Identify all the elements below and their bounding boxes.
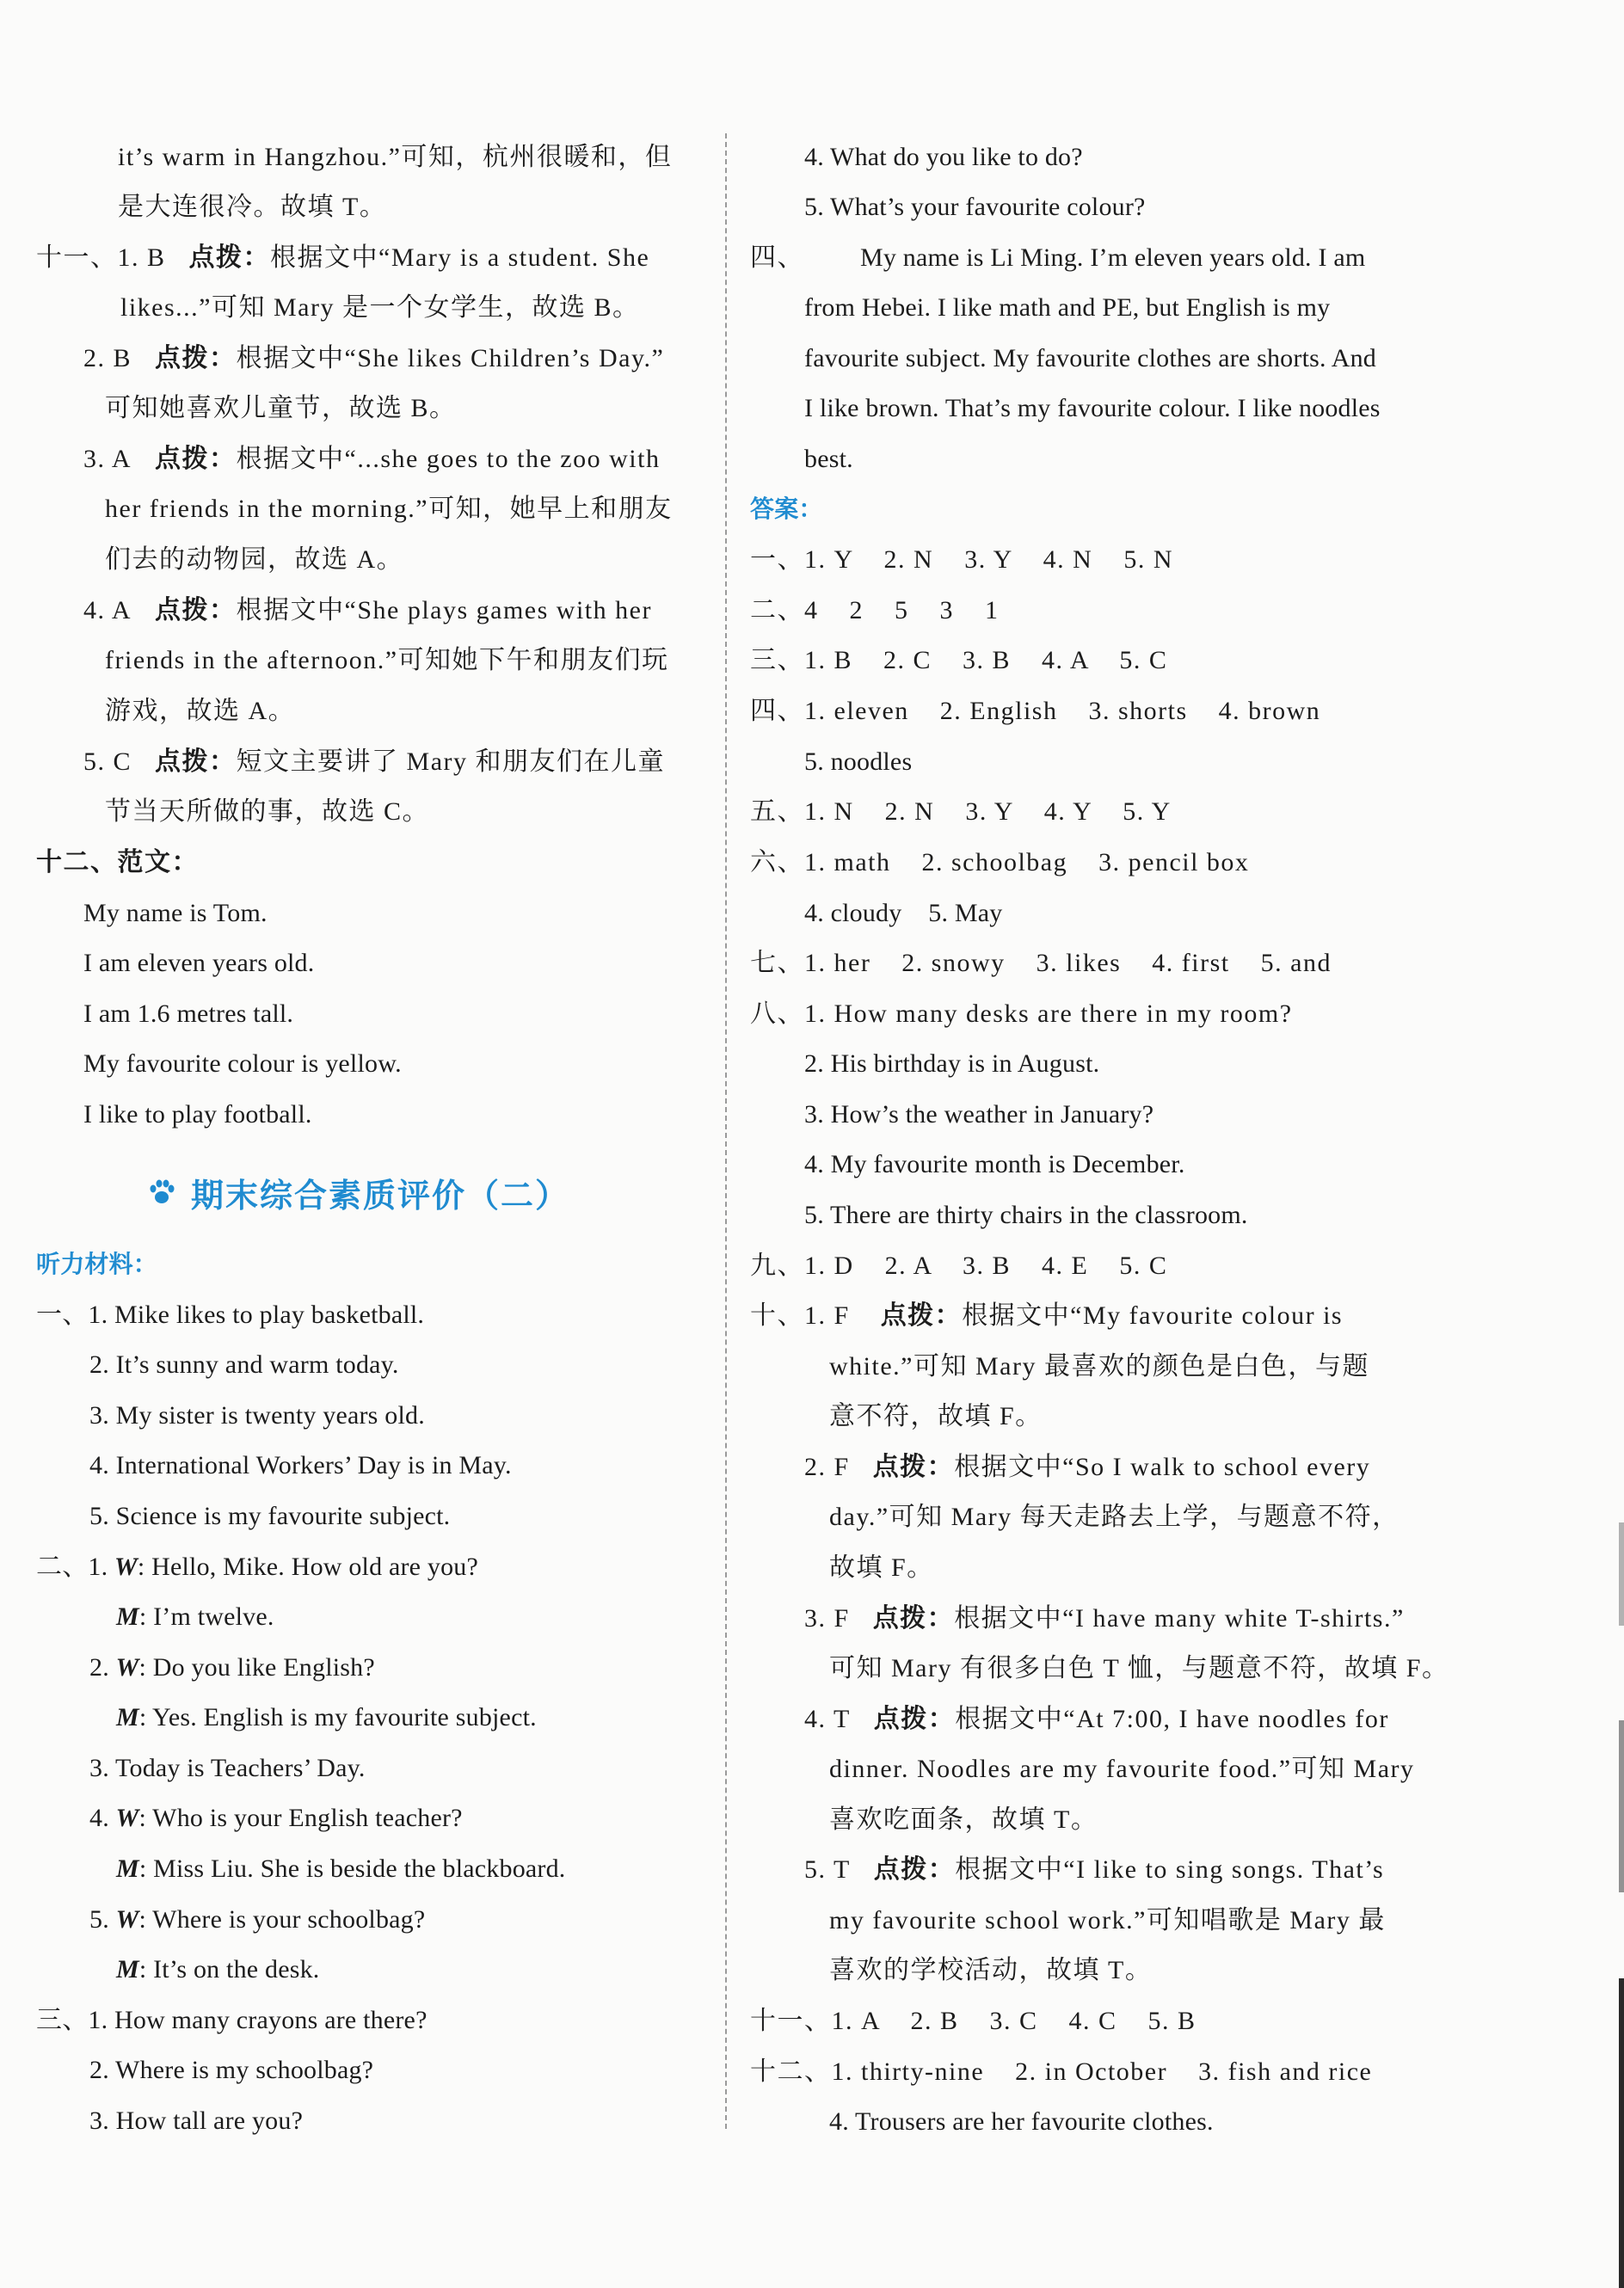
speaker-m: M [116,1854,139,1883]
text-line: 节当天所做的事，故选 C。 [105,797,430,826]
section-title [146,1168,569,1216]
q10-item-5 [804,1852,1384,1888]
item-number: 4. [89,1804,109,1832]
answer-line: 3. How’s the weather in January? [804,1100,1154,1129]
q11-item-1 [36,240,649,276]
item-number: 十、1. F [750,1301,850,1330]
answer-line: 六、1. math 2. schoolbag 3. pencil box [750,848,1250,876]
q10-item-1 [750,1298,1343,1334]
dialogue-line [36,1549,478,1585]
tip-label: 点拨： [155,596,237,624]
listening-item: 5. What’s your favourite colour? [804,193,1146,221]
listening-p3-item: 2. Where is my schoolbag? [89,2056,374,2084]
dialogue-text: : Do you like English? [138,1653,375,1682]
dialogue-text: : Hello, Mike. How old are you? [137,1553,479,1581]
answer-line: 十一、1. A 2. B 3. C 4. C 5. B [750,2007,1196,2035]
q11-item-4 [83,593,652,629]
dialogue-text: : I’m twelve. [138,1602,274,1631]
q11-item-2 [83,341,664,377]
listening-p1-item: 2. It’s sunny and warm today. [89,1350,399,1379]
essay-line: I am eleven years old. [83,949,315,977]
text-line: my favourite school work.”可知唱歌是 Mary 最 [829,1906,1386,1934]
dialogue-line [116,1851,566,1887]
item-number: 5. T [804,1855,851,1884]
tip-label: 点拨： [873,1705,956,1733]
tip-text: 根据文中“...she goes to the zoo with [236,445,661,473]
q12-heading: 十二、范文： [36,848,199,876]
answer-line: 四、1. eleven 2. English 3. shorts 4. brown [750,697,1321,725]
text-line: 意不符，故填 F。 [829,1402,1043,1430]
speaker-m: M [116,1955,139,1984]
text-line: dinner. Noodles are my favourite food.”可知 Mary [829,1755,1415,1783]
q10-item-2 [804,1449,1370,1485]
tip-text: 短文主要讲了 Mary 和朋友们在儿童 [236,747,665,776]
item-number: 4. T [804,1705,851,1733]
item-number: 一、1. [36,1301,108,1329]
dialogue-line: 3. Today is Teachers’ Day. [89,1754,366,1782]
item-number: 2. [89,1653,109,1682]
tip-text: 根据文中“She likes Children’s Day.” [236,344,665,372]
answer-line: 一、1. Y 2. N 3. Y 4. N 5. N [750,545,1173,574]
item-number: 5. C [83,747,132,776]
speaker-w: W [115,1653,139,1682]
answers-heading: 答案： [750,495,823,523]
text-line: 喜欢吃面条，故填 T。 [829,1805,1098,1834]
text-line: it’s warm in Hangzhou.”可知，杭州很暖和，但 [118,143,673,171]
dialogue-text: : Who is your English teacher? [138,1804,463,1832]
answer-line: 三、1. B 2. C 3. B 4. A 5. C [750,646,1168,674]
text-line: 们去的动物园，故选 A。 [105,545,404,574]
edge-mark [1619,1720,1624,1892]
speaker-w: W [115,1905,139,1934]
tip-text: 根据文中“I like to sing songs. That’s [955,1855,1385,1884]
answer-line: 5. noodles [804,747,913,776]
speaker-m: M [116,1703,139,1731]
column-divider [725,133,727,2129]
listening-p3-item [36,2002,428,2039]
dialogue-text: : Where is your schoolbag? [138,1905,426,1934]
answer-line: 十二、1. thirty-nine 2. in October 3. fish and rice [750,2057,1373,2086]
answer-line: 二、4 2 5 3 1 [750,596,1000,624]
essay-line: I am 1.6 metres tall. [83,999,294,1028]
item-number: 十一、1. B [36,243,166,272]
tip-text: 根据文中“I have many white T-shirts.” [954,1604,1405,1633]
dialogue-line [89,1902,425,1938]
tip-text: 根据文中“At 7:00, I have noodles for [955,1705,1389,1733]
item-number: 2. F [804,1453,850,1481]
q10-item-3 [804,1601,1405,1637]
item-number: 3. A [83,445,132,473]
text-line: day.”可知 Mary 每天走路去上学，与题意不符， [829,1503,1399,1531]
listening-p1-item: 4. International Workers’ Day is in May. [89,1451,512,1479]
dialogue-line [116,1952,320,1988]
answer-line: 七、1. her 2. snowy 3. likes 4. first 5. and [750,949,1332,977]
item-number: 三、1. [36,2006,108,2034]
text-line: likes...”可知 Mary 是一个女学生，故选 B。 [120,293,640,322]
text-line: friends in the afternoon.”可知她下午和朋友们玩 [105,646,669,674]
listening-p1-item: 5. Science is my favourite subject. [89,1502,451,1530]
speaker-m: M [116,1602,139,1631]
passage-line: best. [804,445,853,473]
text-line: 游戏，故选 A。 [105,697,296,725]
speaker-w: W [115,1804,139,1832]
q10-item-4 [804,1701,1389,1738]
tip-label: 点拨： [872,1604,955,1633]
item-number: 5. [89,1905,109,1934]
passage-line: favourite subject. My favourite clothes are shorts. And [804,344,1376,372]
dialogue-text: : Yes. English is my favourite subject. [138,1703,537,1731]
q11-item-5 [83,744,665,780]
passage-line: I like brown. That’s my favourite colour. I like noodles [804,394,1381,422]
text-line: white.”可知 Mary 最喜欢的颜色是白色，与题 [829,1352,1369,1381]
tip-label: 点拨： [880,1301,963,1330]
dialogue-text: : Miss Liu. She is beside the blackboard. [138,1854,566,1883]
edge-mark [1619,1522,1624,1626]
text-line: 喜欢的学校活动，故填 T。 [829,1956,1153,1984]
item-number: 二、1. [36,1553,108,1581]
item-text: How many crayons are there? [114,2006,428,2034]
paw-icon [146,1177,177,1208]
listening-p1-item: 3. My sister is twenty years old. [89,1401,425,1430]
dialogue-line [116,1599,274,1635]
text-line: 故填 F。 [829,1553,934,1582]
listening-heading: 听力材料： [36,1250,158,1278]
dialogue-line [116,1700,537,1736]
essay-line: My name is Tom. [83,899,268,927]
answer-line: 4. cloudy 5. May [804,899,1003,927]
p4-number: 四、 [750,243,804,272]
item-number: 4. A [83,596,132,624]
item-text: Mike likes to play basketball. [114,1301,425,1329]
listening-p1-item [36,1297,424,1333]
tip-label: 点拨： [873,1855,956,1884]
answer-line: 2. His birthday is in August. [804,1049,1100,1078]
text-line: 可知她喜欢儿童节，故选 B。 [105,394,457,422]
passage-line: from Hebei. I like math and PE, but English is my [804,293,1331,322]
answer-line: 八、1. How many desks are there in my room? [750,999,1293,1028]
text-line: 可知 Mary 有很多白色 T 恤，与题意不符，故填 F。 [829,1654,1449,1682]
q11-item-3 [83,441,660,477]
essay-line: I like to play football. [83,1100,312,1129]
text-line: 是大连很冷。故填 T。 [118,193,387,221]
essay-line: My favourite colour is yellow. [83,1049,402,1078]
section-title-text: 期末综合素质评价（二） [191,1176,570,1215]
speaker-w: W [114,1553,138,1581]
tip-text: 根据文中“My favourite colour is [962,1301,1344,1330]
dialogue-line [89,1800,463,1836]
tip-text: 根据文中“Mary is a student. She [270,243,650,272]
text-line: her friends in the morning.”可知，她早上和朋友 [105,495,673,523]
tip-text: 根据文中“She plays games with her [236,596,652,624]
listening-item: 4. What do you like to do? [804,143,1083,171]
passage-line: My name is Li Ming. I’m eleven years old. I am [860,243,1366,272]
dialogue-line [89,1650,375,1686]
answer-line: 4. My favourite month is December. [804,1150,1185,1178]
tip-label: 点拨： [188,243,271,272]
tip-text: 根据文中“So I walk to school every [954,1453,1371,1481]
answer-line: 4. Trousers are her favourite clothes. [829,2107,1214,2136]
edge-mark [1619,1978,1624,2288]
answer-line: 五、1. N 2. N 3. Y 4. Y 5. Y [750,797,1172,826]
listening-p3-item: 3. How tall are you? [89,2107,304,2135]
tip-label: 点拨： [872,1453,955,1481]
item-number: 2. B [83,344,132,372]
tip-label: 点拨： [155,747,237,776]
answer-line: 5. There are thirty chairs in the classroom. [804,1201,1248,1229]
item-number: 3. F [804,1604,850,1633]
tip-label: 点拨： [155,445,237,473]
dialogue-text: : It’s on the desk. [138,1955,320,1984]
tip-label: 点拨： [155,344,237,372]
answer-line: 九、1. D 2. A 3. B 4. E 5. C [750,1252,1168,1280]
